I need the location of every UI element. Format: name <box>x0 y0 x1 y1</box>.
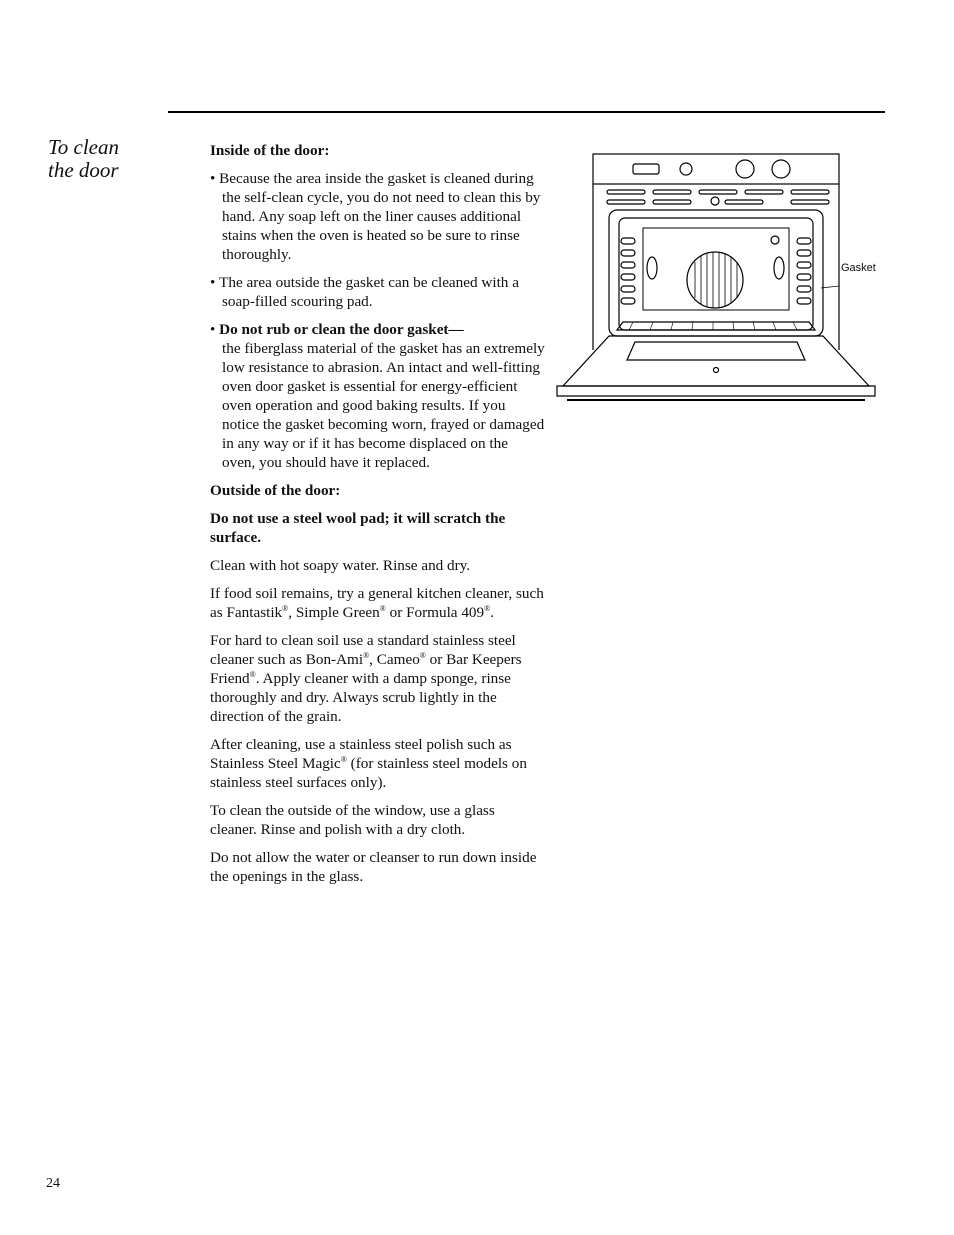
inside-bullet-2: • The area outside the gasket can be cleaned with a soap-filled scouring pad. <box>210 274 519 310</box>
p3-part-a: For hard to clean soil use a standard stainless steel cleaner such as Bon-Ami <box>210 632 516 668</box>
outside-paragraph-6: Do not allow the water or cleanser to run down inside the openings in the glass. <box>210 849 537 885</box>
outside-paragraph-5: To clean the outside of the window, use a glass cleaner. Rinse and polish with a dry cloth. <box>210 802 495 838</box>
vent-slots <box>607 190 829 204</box>
door-edge <box>557 386 875 396</box>
p2-part-a: If food soil remains, try a general kitchen cleaner, such as Fantastik <box>210 585 544 621</box>
section-title <box>48 136 168 182</box>
oven-illustration <box>553 150 883 412</box>
p3-part-b: , Cameo <box>369 651 420 668</box>
rack-supports <box>621 238 811 304</box>
registered-mark: ® <box>282 603 289 613</box>
gasket-warning: Do not rub or clean the door gasket— <box>219 321 464 338</box>
inside-bullet-1-text: Because the area inside the gasket is cleaned during the self-clean cycle, you do not need to clean this by hand. Any soap left on the liner causes additional stains when the oven is heated so be sure to rinse thoroughly. <box>219 170 541 263</box>
control-panel <box>593 154 839 184</box>
convection-fan <box>687 252 743 308</box>
p2-part-d: . <box>490 604 494 621</box>
outside-paragraph-3 <box>210 631 545 726</box>
display-window <box>633 164 659 174</box>
inside-bullet-2-text: The area outside the gasket can be cleaned with a soap-filled scouring pad. <box>219 274 519 310</box>
p2-part-c: or Formula 409 <box>385 604 485 621</box>
p3-part-d: . Apply cleaner with a damp sponge, rinse thoroughly and dry. Always scrub lightly in the direction of the grain. <box>210 670 511 725</box>
body-text <box>210 141 545 895</box>
inside-bullet-1: • Because the area inside the gasket is cleaned during the self-clean cycle, you do not need to clean this by hand. Any soap left on the liner causes additional stains when the oven is heated so be sure to rinse thoroughly. <box>210 170 541 263</box>
registered-mark: ® <box>249 669 256 679</box>
outside-paragraph-2 <box>210 584 545 622</box>
gasket-leader-line <box>821 286 839 288</box>
section-title-line-2: the door <box>48 158 119 182</box>
inside-bullet-3: • Do not rub or clean the door gasket— the fiberglass material of the gasket has an extremely low resistance to abrasion. An intact and well-fitting oven door gasket is essential for energy-efficient oven operation and good baking results. If you notice the gasket becoming worn, frayed or damaged in any way or if it has become displaced on the oven, you should have it replaced. <box>210 321 545 471</box>
p3-part-c: or Bar Keepers Friend <box>210 651 522 687</box>
registered-mark: ® <box>484 603 491 613</box>
registered-mark: ® <box>379 603 386 613</box>
header-rule <box>168 111 885 113</box>
oven-rack <box>617 322 815 330</box>
page-number: 24 <box>46 1176 60 1191</box>
oven-door <box>563 336 869 386</box>
oven-cavity <box>609 210 823 336</box>
p2-part-b: , Simple Green <box>288 604 380 621</box>
registered-mark: ® <box>340 754 347 764</box>
outside-paragraph-1: Clean with hot soapy water. Rinse and dry. <box>210 557 471 574</box>
section-title-line-1: To clean <box>48 135 119 159</box>
control-knob <box>736 160 754 178</box>
door-window <box>627 342 805 360</box>
steel-wool-warning: Do not use a steel wool pad; it will scratch the surface. <box>210 510 506 546</box>
p4-part-a: After cleaning, use a stainless steel polish such as Stainless Steel Magic <box>210 736 512 772</box>
outside-heading: Outside of the door: <box>210 482 341 499</box>
outside-paragraph-4 <box>210 735 545 792</box>
gasket-label: Gasket <box>841 262 876 274</box>
oven-frame <box>593 184 839 350</box>
inside-heading: Inside of the door: <box>210 142 330 159</box>
control-knob <box>772 160 790 178</box>
registered-mark: ® <box>419 650 426 660</box>
control-knob <box>680 163 692 175</box>
p4-part-b: (for stainless steel models on stainless steel surfaces only). <box>210 755 527 791</box>
registered-mark: ® <box>363 650 370 660</box>
inside-bullet-3-text: the fiberglass material of the gasket has an extremely low resistance to abrasion. An intact and well-fitting oven door gasket is essential for energy-efficient oven operation and good baking results. If you notice the gasket becoming worn, frayed or damaged in any way or if it has become displaced on the oven, you should have it replaced. <box>222 340 545 471</box>
